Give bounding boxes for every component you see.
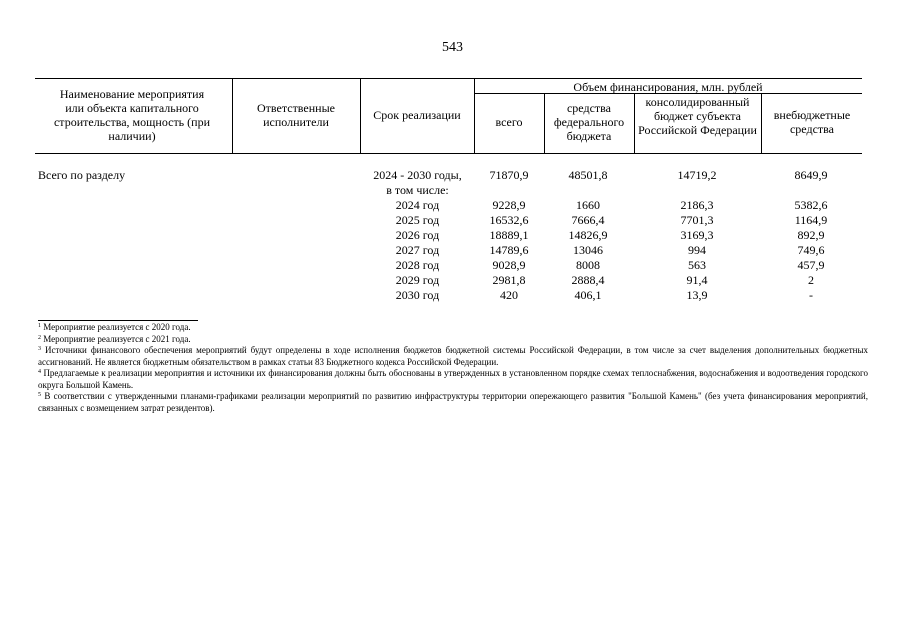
header-offbudget: внебюджетные средства: [773, 108, 851, 136]
row-regional: 994: [688, 243, 706, 257]
footnote: [38, 391, 868, 414]
header-executors: Ответственные исполнители: [257, 101, 335, 129]
col-divider-2: [360, 78, 361, 153]
footnote: [38, 368, 868, 391]
footnote-mark: 3: [38, 346, 41, 352]
footnote: [38, 334, 868, 346]
row-period: 2026 год: [395, 228, 440, 242]
footnote-text: В соответствии с утвержденными планами-графиками реализации мероприятий по развитию инфраструктуры территории опережающего развития "Большой Камень" (без учета финансирования мероприятий, связанных с возмещением затрат резидентов).: [38, 391, 868, 413]
footnotes: [38, 322, 868, 414]
row-period: 2024 - 2030 годы,: [373, 168, 462, 182]
row-period: в том числе:: [386, 183, 449, 197]
row-total: 420: [500, 288, 518, 302]
footnote-text: Мероприятие реализуется с 2021 года.: [43, 333, 191, 344]
header-total: всего: [495, 115, 523, 129]
row-federal: 8008: [576, 258, 600, 272]
footnote-text: Предлагаемые к реализации мероприятия и источники их финансирования должны быть обоснованы в утвержденных в установленном порядке схемах теплоснабжения, водоснабжения и водоотведения городского округа Большой Камень.: [38, 368, 868, 390]
header-funding-group: Объем финансирования, млн. рублей: [573, 80, 763, 94]
row-total: 2981,8: [492, 273, 526, 287]
row-federal: 7666,4: [571, 213, 605, 227]
footnote-text: Источники финансового обеспечения мероприятий будут определены в ходе исполнения бюджетов бюджетной системы Российской Федерации, в том числе за счет выделения дополнительных бюджетных ассигнований. Не является бюджетным обязательством в рамках статьи 83 Бюджетного кодекса Российской Федерации.: [38, 345, 869, 367]
header-period: Срок реализации: [373, 108, 461, 122]
footnote-text: Мероприятие реализуется с 2020 года.: [43, 322, 191, 332]
row-period: 2029 год: [395, 273, 440, 287]
footnote: [38, 322, 868, 334]
footnote-separator: [38, 320, 198, 321]
row-federal: 2888,4: [571, 273, 605, 287]
footnote: [38, 345, 868, 368]
row-regional: 2186,3: [680, 198, 714, 212]
row-total: 16532,6: [489, 213, 529, 227]
row-regional: 563: [688, 258, 706, 272]
header-name: Наименование мероприятия или объекта капитального строительства, мощность (при наличии): [53, 87, 210, 143]
header-regional: консолидированный бюджет субъекта Российской Федерации: [638, 95, 757, 137]
row-regional: 13,9: [686, 288, 708, 302]
row-total: 71870,9: [489, 168, 529, 182]
header-bottom-border: [35, 153, 862, 154]
col-divider-5: [634, 93, 635, 153]
row-period: 2028 год: [395, 258, 440, 272]
row-regional: 3169,3: [680, 228, 714, 242]
footnote-mark: 2: [38, 334, 41, 341]
row-regional: 91,4: [686, 273, 708, 287]
row-offbudget: -: [809, 288, 813, 302]
row-total: 18889,1: [489, 228, 529, 242]
row-federal: 48501,8: [568, 168, 608, 182]
section-label: Всего по разделу: [38, 168, 126, 182]
row-federal: 13046: [573, 243, 603, 257]
row-period: 2030 год: [395, 288, 440, 302]
row-federal: 406,1: [574, 288, 602, 302]
col-divider-1: [232, 78, 233, 153]
header-federal: средства федерального бюджета: [553, 101, 625, 143]
row-total: 9028,9: [492, 258, 526, 272]
row-offbudget: 749,6: [797, 243, 825, 257]
table-top-border: [35, 78, 862, 79]
col-divider-6: [761, 93, 762, 153]
col-divider-4: [544, 93, 545, 153]
row-offbudget: 8649,9: [794, 168, 828, 182]
row-offbudget: 1164,9: [794, 213, 828, 227]
footnote-mark: 4: [38, 369, 41, 375]
row-regional: 7701,3: [680, 213, 714, 227]
row-offbudget: 892,9: [797, 228, 825, 242]
col-divider-3: [474, 78, 475, 153]
row-period: 2024 год: [395, 198, 440, 212]
row-offbudget: 457,9: [797, 258, 825, 272]
row-total: 14789,6: [489, 243, 529, 257]
row-total: 9228,9: [492, 198, 526, 212]
row-regional: 14719,2: [677, 168, 717, 182]
footnote-mark: 5: [38, 392, 41, 398]
row-period: 2027 год: [395, 243, 440, 257]
page-number: 543: [442, 40, 463, 55]
row-federal: 1660: [576, 198, 600, 212]
row-offbudget: 2: [808, 273, 814, 287]
row-period: 2025 год: [395, 213, 440, 227]
row-offbudget: 5382,6: [794, 198, 828, 212]
row-federal: 14826,9: [568, 228, 608, 242]
footnote-mark: 1: [38, 323, 41, 329]
